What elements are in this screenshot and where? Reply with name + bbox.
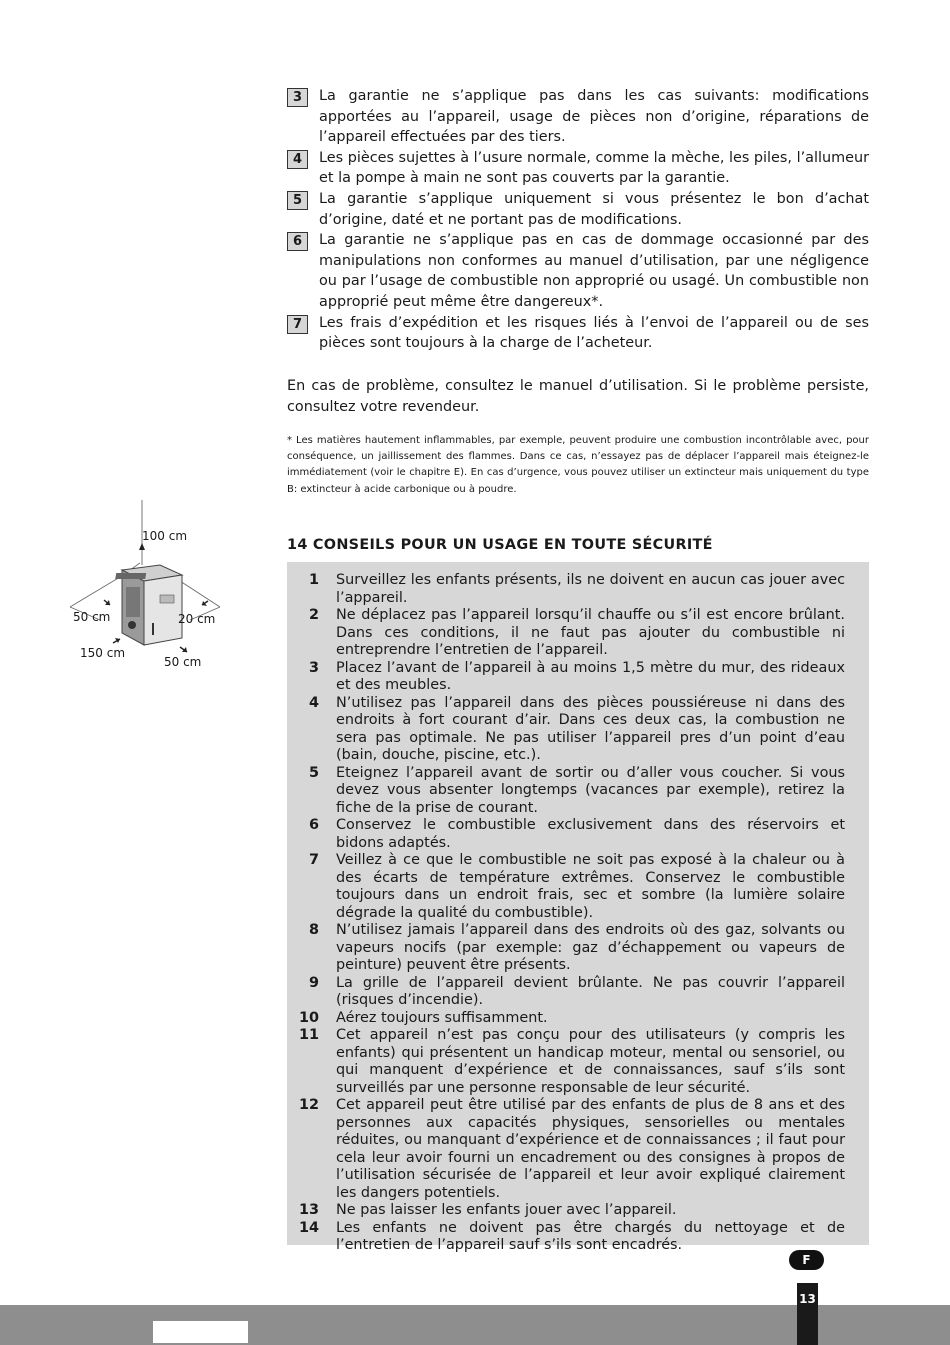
item-number: 14 [298,1219,319,1236]
item-number: 12 [298,1097,319,1113]
item-number: 2 [308,607,319,623]
safety-item [287,975,845,1010]
item-number: 1 [308,572,319,588]
safety-item [287,607,845,660]
item-text: Cet appareil n’est pas conçu pour des utilisateurs (y compris les enfants) qui présentent un handicap moteur, mental ou sensoriel, ou qui manquent d’expérience et de connaissances, sauf s’ils sont surveillés par une personne responsable de leur sécurité. [336,1027,845,1096]
item-text: La grille de l’appareil devient brûlante. Ne pas couvrir l’appareil (risques d’incendie). [336,974,845,1008]
item-text: Conservez le combustible exclusivement dans des réservoirs et bidons adaptés. [336,817,845,851]
safety-item [287,1202,845,1220]
clearance-top-label: 100 cm [142,529,188,543]
safety-item [287,660,845,695]
item-number-box: 6 [287,232,308,251]
clearance-right-label: 20 cm [178,612,216,626]
item-number: 11 [298,1027,319,1043]
item-number: 8 [308,922,319,938]
item-number: 10 [298,1009,319,1026]
item-number: 3 [308,659,319,676]
warranty-item [287,189,869,230]
warranty-list [287,86,869,354]
item-number: 7 [308,852,319,868]
warranty-item [287,230,869,312]
clearance-front-label: 150 cm [80,646,126,660]
item-number-box: 7 [287,315,308,334]
item-text: Surveillez les enfants présents, ils ne doivent en aucun cas jouer avec l’appareil. [336,572,845,606]
clearance-diagram [60,495,240,675]
footer-white-block [153,1321,248,1343]
item-text: Les pièces sujettes à l’usure normale, comme la mèche, les piles, l’allumeur et la pompe à main ne sont pas couverts par la garantie. [319,149,869,187]
item-text: La garantie s’applique uniquement si vous présentez le bon d’achat d’origine, daté et ne portant pas de modifications. [319,190,869,228]
item-number: 4 [308,694,319,711]
item-text: Ne déplacez pas l’appareil lorsqu’il chauffe ou s’il est encore brûlant. Dans ces conditions, il ne faut pas ajouter du combustible ni entreprendre l’entretien de l’appareil. [336,607,845,658]
safety-item [287,1220,845,1255]
item-number: 13 [298,1202,319,1218]
safety-item [287,1027,845,1097]
item-text: N’utilisez jamais l’appareil dans des endroits où des gaz, solvants ou vapeurs nocifs (par exemple: gaz d’échappement ou vapeurs de peinture) peuvent être présents. [336,922,845,973]
item-number: 9 [308,974,319,991]
item-text: La garantie ne s’applique pas en cas de dommage occasionné par des manipulations non conformes au manuel d’utilisation, par une négligence ou par l’usage de combustible non approprié ou usagé. Un combustible non approprié peut même être dangereux*. [319,232,869,310]
safety-item [287,1097,845,1202]
item-text: Ne pas laisser les enfants jouer avec l’appareil. [336,1202,677,1218]
item-text: Les frais d’expédition et les risques liés à l’envoi de l’appareil ou de ses pièces sont toujours à la charge de l’acheteur. [319,314,869,352]
item-text: Eteignez l’appareil avant de sortir ou d’aller vous coucher. Si vous devez vous absenter longtemps (vacances par exemple), retirez la fiche de la prise de courant. [336,764,845,816]
clearance-left-label: 50 cm [73,610,111,624]
item-number-box: 3 [287,88,308,107]
safety-item [287,572,845,607]
item-text: N’utilisez pas l’appareil dans des pièces poussiéreuse ni dans des endroits à fort courant d’air. Dans ces deux cas, la combustion ne sera pas optimale. Ne pas utiliser l’appareil pres d’un point d’eau (bain, douche, piscine, etc.). [336,694,845,763]
warranty-item [287,313,869,354]
footnote: * Les matières hautement inflammables, par exemple, peuvent produire une combustion incontrôlable avec, pour conséquence, un jaillissement des flammes. Dans ce cas, n’essayez pas de déplacer l’appareil mais éteignez-le immédiatement (voir le chapitre E). En cas d’urgence, vous pouvez utiliser un extincteur mais uniquement du type B: extincteur à acide carbonique ou à poudre. [287,435,869,495]
safety-item [287,765,845,818]
language-badge: F [789,1250,824,1270]
safety-item [287,852,845,922]
warranty-item [287,86,869,148]
safety-item [287,922,845,975]
safety-tips-box [287,562,869,1253]
item-text: Aérez toujours suffisamment. [336,1009,548,1026]
clearance-side-label: 50 cm [164,655,202,669]
item-number-box: 4 [287,150,308,169]
safety-item [287,1010,845,1028]
item-text: Cet appareil peut être utilisé par des enfants de plus de 8 ans et des personnes aux capacités physiques, sensorielles ou mentales réduites, ou manquant d’expérience et de connaissances ; il faut pour cela leur avoir fourni un encadrement ou des consignes à propos de l’utilisation sécurisée de l’appareil et leur avoir expliqué clairement les dangers potentiels. [336,1097,845,1201]
item-text: La garantie ne s’applique pas dans les cas suivants: modifications apportées au l’appareil, usage de pièces non d’origine, réparations de l’appareil effectuées par des tiers. [319,88,869,146]
item-number: 6 [308,817,319,833]
item-number: 5 [308,764,319,781]
closing-paragraph: En cas de problème, consultez le manuel d’utilisation. Si le problème persiste, consultez votre revendeur. [287,378,869,415]
item-number-box: 5 [287,191,308,210]
item-text: Les enfants ne doivent pas être chargés du nettoyage et de l’entretien de l’appareil sauf s’ils sont encadrés. [336,1219,845,1253]
safety-item [287,817,845,852]
item-text: Placez l’avant de l’appareil à au moins 1,5 mètre du mur, des rideaux et des meubles. [336,659,845,693]
page-number: 13 [797,1283,818,1345]
warranty-item [287,148,869,189]
safety-item [287,695,845,765]
item-text: Veillez à ce que le combustible ne soit pas exposé à la chaleur ou à des écarts de température extrêmes. Conservez le combustible toujours dans un endroit frais, sec et sombre (la lumière solaire dégrade la qualité du combustible). [336,852,845,921]
section-title: 14 CONSEILS POUR UN USAGE EN TOUTE SÉCURITÉ [287,537,713,553]
